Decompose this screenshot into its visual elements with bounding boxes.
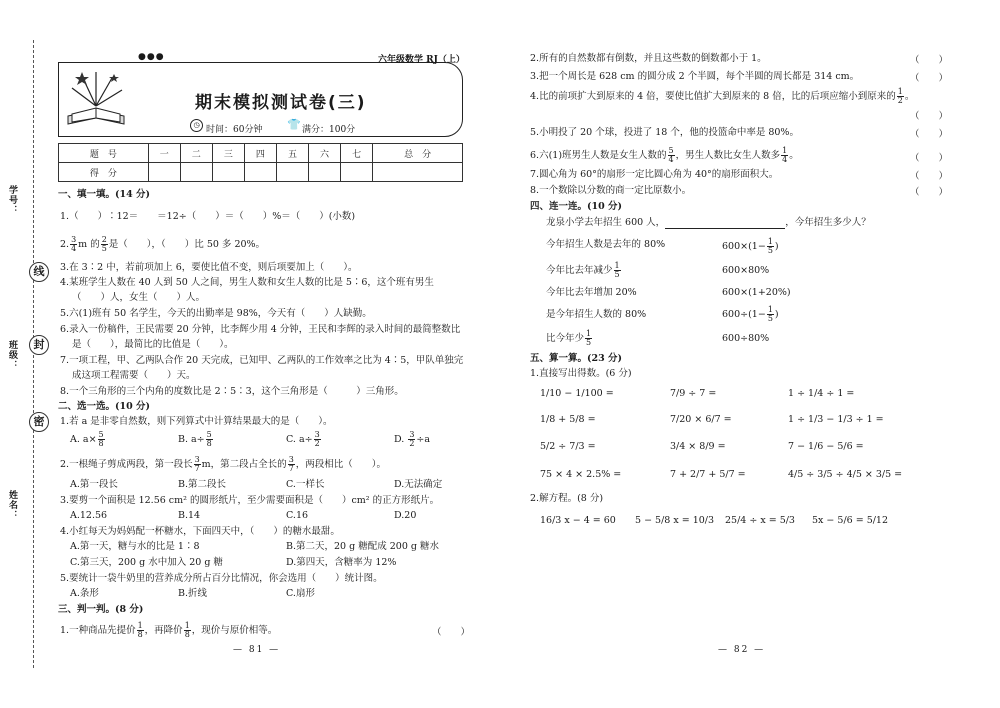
link-left-item[interactable]: 今年招生人数是去年的 80% [546, 239, 666, 250]
section-4-heading: 四、连一连。(10 分) [530, 201, 623, 212]
question-1-3: 3.在 3∶2 中，若前项加上 6，要使比值不变，则后项要加上（ ）。 [60, 262, 358, 273]
numerator: 3 [314, 430, 320, 439]
calc-item: 7 + 2/7 + 5/7 = [670, 469, 746, 480]
denominator: 7 [288, 464, 294, 473]
judge-3-4: 4.比的前项扩大到原来的 4 倍，要使比值扩大到原来的 8 倍，比的后项应缩小到原来的 $\frac{1}{2}$ 。 [530, 87, 915, 105]
grade-label: 六年级数学 RJ（上） [378, 55, 465, 65]
answer-paren[interactable]: （ ） [910, 129, 949, 140]
choice-2-5: 5.要统计一袋牛奶里的营养成分所占百分比情况，你会选用（ ）统计图。 [60, 573, 383, 584]
option-text: A. a× [70, 434, 97, 445]
question-text: 比今年少 [546, 333, 585, 344]
answer-paren[interactable]: （ ） [910, 111, 949, 122]
table-cell: 六 [309, 144, 341, 163]
question-1-2 [60, 236, 265, 253]
question-1-7a: 7.一项工程，甲、乙两队合作 20 天完成，已知甲、乙两队的工作效率之比为 4∶5，甲队单独完 [60, 355, 464, 366]
answer-paren[interactable]: （ ） [910, 171, 949, 182]
link-right-item[interactable] [722, 238, 779, 255]
numerator: 5 [98, 430, 104, 439]
link-right-item[interactable] [722, 306, 779, 323]
denominator: 4 [782, 155, 788, 164]
choice-2-3-option-c[interactable]: C.16 [286, 510, 309, 521]
table-cell: 总 分 [373, 144, 463, 163]
question-1-6a: 6.录入一份稿件，王民需要 20 分钟，比李辉少用 4 分钟，王民和李辉的录入时间的最简整数比 [60, 324, 461, 335]
numerator: 3 [194, 455, 200, 464]
link-right-item[interactable]: 600×(1+20%) [722, 287, 791, 298]
question-text: ) [774, 241, 779, 252]
question-1-1 [60, 210, 355, 223]
denominator: 5 [101, 244, 107, 253]
score-input-cell[interactable] [373, 163, 463, 182]
equation-item: 5x − 5/6 = 5/12 [812, 515, 889, 526]
fraction [408, 431, 415, 448]
question-text: 6.六(1)班男生人数是女生人数的 [530, 150, 667, 161]
class-label: 班级： [7, 340, 17, 370]
denominator: 5 [586, 338, 592, 347]
seal-line: 线 [29, 262, 49, 282]
choice-2-1: 1.若 a 是非零自然数，则下列算式中计算结果最大的是（ ）。 [60, 416, 333, 427]
denominator: 8 [184, 630, 190, 639]
equation-subheading: 2.解方程。(8 分) [530, 493, 604, 504]
denominator: 7 [194, 464, 200, 473]
denominator: 8 [206, 439, 212, 448]
question-text: 2.一根绳子剪成两段，第一段长 [60, 459, 193, 470]
fraction [194, 456, 201, 473]
fraction [668, 147, 675, 164]
denominator: 4 [668, 155, 674, 164]
choice-2-3-option-a[interactable]: A.12.56 [70, 510, 108, 521]
seal-seal: 封 [29, 335, 49, 355]
question-text: 2. [60, 239, 70, 250]
fraction [614, 262, 621, 279]
numerator: 1 [767, 237, 773, 246]
table-cell: 一 [148, 144, 180, 163]
fraction [70, 236, 77, 253]
judge-3-5: 5.小明投了 20 个球，投进了 18 个，他的投篮命中率是 80%。 [530, 127, 799, 138]
choice-2-5-option-c[interactable]: C.扇形 [286, 588, 315, 599]
judge-3-1 [60, 622, 277, 639]
link-left-item[interactable] [546, 262, 622, 279]
link-right-item[interactable]: 600÷80% [722, 333, 770, 344]
answer-paren[interactable]: （ ） [910, 187, 949, 198]
link-intro [546, 216, 871, 229]
choice-2-4-option-a[interactable]: A.第一天，糖与水的比是 1∶8 [70, 541, 200, 552]
link-right-item[interactable]: 600×80% [722, 265, 770, 276]
answer-paren[interactable]: （ ） [432, 627, 471, 638]
fraction [585, 330, 592, 347]
numerator: 3 [409, 430, 415, 439]
choice-2-1-option-d[interactable] [394, 431, 430, 448]
table-cell: 得 分 [59, 163, 149, 182]
time-label: 时间：60分钟 [206, 125, 263, 135]
calc-item: 4/5 ÷ 3/5 ÷ 4/5 × 3/5 = [788, 469, 903, 480]
shirt-icon: 👕 [287, 118, 301, 131]
choice-2-2 [60, 456, 386, 473]
question-text: ，今年招生多少人？ [785, 217, 871, 228]
page-title: 期末模拟测试卷(三) [195, 93, 367, 113]
answer-paren[interactable]: （ ） [910, 153, 949, 164]
score-input-cell[interactable] [309, 163, 341, 182]
judge-3-6: 6.六(1)班男生人数是女生人数的 $\frac{5}{4}$ ，男生人数比女生人数多 $\frac{1}{4}$ 。 [530, 146, 799, 164]
header-dots: ●●● [138, 52, 165, 62]
score-table-header-row [59, 144, 463, 163]
section-1-heading: 一、填一填。(14 分) [58, 189, 151, 200]
right-page [500, 0, 1000, 708]
denominator: 8 [137, 630, 143, 639]
table-cell: 五 [276, 144, 308, 163]
link-left-item[interactable]: 是今年招生人数的 80% [546, 309, 647, 320]
choice-2-3-option-b[interactable]: B.14 [178, 510, 201, 521]
numerator: 1 [184, 621, 190, 630]
option-text: D. [394, 434, 408, 445]
option-text: B. a÷ [178, 434, 205, 445]
score-table-score-row [59, 163, 463, 182]
question-text: 600×(1− [722, 241, 766, 252]
choice-2-2-option-c[interactable]: C.一样长 [286, 479, 325, 490]
table-cell: 二 [180, 144, 212, 163]
question-1-5: 5.六(1)班有 50 名学生，今天的出勤率是 98%，今天有（ ）人缺勤。 [60, 308, 372, 319]
question-1-8: 8.一个三角形的三个内角的度数比是 2∶5∶3，这个三角形是（ ）三角形。 [60, 386, 404, 397]
equation-item: 25/4 ÷ x = 5/3 [725, 515, 795, 526]
choice-2-1-option-c[interactable] [286, 431, 322, 448]
answer-paren[interactable]: （ ） [910, 55, 949, 66]
equation-item: 16/3 x − 4 = 60 [540, 515, 616, 526]
section-3-heading: 三、判一判。(8 分) [58, 604, 144, 615]
question-text: 4.比的前项扩大到原来的 4 倍，要使比值扩大到原来的 8 倍，比的后项应缩小到原来的 [530, 91, 896, 102]
choice-2-5-option-b[interactable]: B.折线 [178, 588, 208, 599]
choice-2-3-option-d[interactable]: D.20 [394, 510, 417, 521]
question-text: ) [774, 309, 779, 320]
fraction [98, 431, 105, 448]
question-text: 是（ ），（ ）比 50 多 20%。 [108, 239, 266, 250]
fraction [897, 88, 904, 105]
calc-subheading: 1.直接写出得数。(6 分) [530, 368, 632, 379]
choice-2-1-option-b[interactable] [178, 431, 214, 448]
calc-item: 3/4 × 8/9 = [670, 441, 726, 452]
numerator: 1 [137, 621, 143, 630]
choice-2-2-option-d[interactable]: D.无法确定 [394, 479, 443, 490]
score-input-cell[interactable] [244, 163, 276, 182]
table-cell: 题 号 [59, 144, 149, 163]
question-text: ，再降价 [144, 625, 183, 636]
fraction [767, 238, 774, 255]
numerator: 1 [897, 87, 903, 96]
calc-item: 7 − 1/6 − 5/6 = [788, 441, 864, 452]
question-text: m，第二段占全长的 [201, 459, 287, 470]
question-1-4b: （ ）人，女生（ ）人。 [72, 292, 206, 303]
denominator: 2 [409, 439, 415, 448]
fraction [206, 431, 213, 448]
open-book-illustration [62, 66, 130, 134]
numerator: 1 [614, 261, 620, 270]
calc-item: 75 × 4 × 2.5% = [540, 469, 622, 480]
denominator: 5 [614, 270, 620, 279]
denominator: 5 [767, 314, 773, 323]
equation-item: 5 − 5/8 x = 10/3 [635, 515, 715, 526]
denominator: 5 [767, 246, 773, 255]
calc-item: 1 ÷ 1/3 − 1/3 ÷ 1 = [788, 414, 884, 425]
section-5-heading: 五、算一算。(23 分) [530, 353, 623, 364]
table-cell: 四 [244, 144, 276, 163]
calc-item: 7/9 ÷ 7 = [670, 388, 717, 399]
question-text: ，现价与原价相等。 [191, 625, 278, 636]
denominator: 2 [314, 439, 320, 448]
question-text: 今年比去年减少 [546, 265, 613, 276]
numerator: 3 [71, 235, 77, 244]
full-score-label: 满分：100分 [302, 125, 356, 135]
calc-item: 1/10 − 1/100 = [540, 388, 614, 399]
option-text: ÷a [416, 434, 431, 445]
fraction [781, 147, 788, 164]
judge-3-2: 2.所有的自然数都有倒数，并且这些数的倒数都小于 1。 [530, 53, 767, 64]
choice-2-2-option-a[interactable]: A.第一段长 [70, 479, 118, 490]
fraction [288, 456, 295, 473]
fraction [137, 622, 144, 639]
link-left-item[interactable] [546, 330, 593, 347]
question-1-4a: 4.某班学生人数在 40 人到 50 人之间，男生人数和女生人数的比是 5∶6，这个班有男生 [60, 277, 434, 288]
judge-3-8: 8.一个数除以分数的商一定比原数小。 [530, 185, 692, 196]
judge-3-7: 7.圆心角为 60°的扇形一定比圆心角为 40°的扇形面积大。 [530, 169, 779, 180]
score-input-cell[interactable] [180, 163, 212, 182]
score-input-cell[interactable] [341, 163, 373, 182]
calc-item: 1 ÷ 1/4 ÷ 1 = [788, 388, 855, 399]
calc-item: 1/8 + 5/8 = [540, 414, 596, 425]
seal-secret: 密 [29, 412, 49, 432]
option-text: C. a÷ [286, 434, 313, 445]
calc-item: 7/20 × 6/7 = [670, 414, 732, 425]
fraction [184, 622, 191, 639]
question-text: 龙泉小学去年招生 600 人， [546, 217, 666, 228]
score-input-cell[interactable] [212, 163, 244, 182]
question-text: ，两段相比（ ）。 [295, 459, 387, 470]
question-text: 1.一种商品先提价 [60, 625, 136, 636]
question-text: ，男生人数比女生人数多 [675, 150, 781, 161]
page-number: — 82 — [718, 645, 766, 655]
score-input-cell[interactable] [148, 163, 180, 182]
question-1-6b: 是（ ），最简比的比值是（ ）。 [72, 339, 234, 350]
fraction [314, 431, 321, 448]
score-input-cell[interactable] [276, 163, 308, 182]
numerator: 5 [206, 430, 212, 439]
name-label: 姓名： [7, 490, 17, 520]
clock-icon: ◷ [190, 119, 203, 132]
answer-paren[interactable]: （ ） [910, 73, 949, 84]
choice-2-4-option-d[interactable]: D.第四天，含糖率为 12% [286, 557, 397, 568]
choice-2-1-option-a[interactable] [70, 431, 106, 448]
choice-2-5-option-a[interactable]: A.条形 [70, 588, 99, 599]
question-text: 600÷(1− [722, 309, 766, 320]
table-cell: 三 [212, 144, 244, 163]
choice-2-2-option-b[interactable]: B.第二段长 [178, 479, 227, 490]
numerator: 1 [767, 305, 773, 314]
numerator: 2 [101, 235, 107, 244]
fraction [767, 306, 774, 323]
score-table [58, 143, 463, 182]
page-number: — 81 — [233, 645, 281, 655]
denominator: 4 [71, 244, 77, 253]
choice-2-4-option-c[interactable]: C.第三天，200 g 水中加入 20 g 糖 [70, 557, 223, 568]
question-text: m 的 [78, 239, 100, 250]
fill-blank-line[interactable] [665, 219, 785, 229]
denominator: 2 [897, 96, 903, 105]
denominator: 8 [98, 439, 104, 448]
calc-item: 5/2 ÷ 7/3 = [540, 441, 596, 452]
choice-2-3: 3.要剪一个面积是 12.56 cm² 的圆形纸片，至少需要面积是（ ）cm² 的正方形纸片。 [60, 495, 440, 506]
choice-2-4: 4.小红每天为妈妈配一杯糖水，下面四天中，（ ）的糖水最甜。 [60, 526, 340, 537]
question-text: 1.（ ）∶12＝ ＝12÷（ ）＝（ ）%＝（ ）(小数) [60, 211, 356, 222]
fraction [101, 236, 108, 253]
section-2-heading: 二、选一选。(10 分) [58, 401, 151, 412]
numerator: 1 [586, 329, 592, 338]
question-1-7b: 成这项工程需要（ ）天。 [72, 370, 196, 381]
link-left-item[interactable]: 今年比去年增加 20% [546, 287, 637, 298]
numerator: 3 [288, 455, 294, 464]
table-cell: 七 [341, 144, 373, 163]
numerator: 1 [782, 146, 788, 155]
choice-2-4-option-b[interactable]: B.第二天，20 g 糖配成 200 g 糖水 [286, 541, 439, 552]
judge-3-3: 3.把一个周长是 628 cm 的圆分成 2 个半圆，每个半圆的周长都是 314 cm。 [530, 71, 860, 82]
numerator: 5 [668, 146, 674, 155]
student-no-label: 学号： [7, 185, 17, 215]
